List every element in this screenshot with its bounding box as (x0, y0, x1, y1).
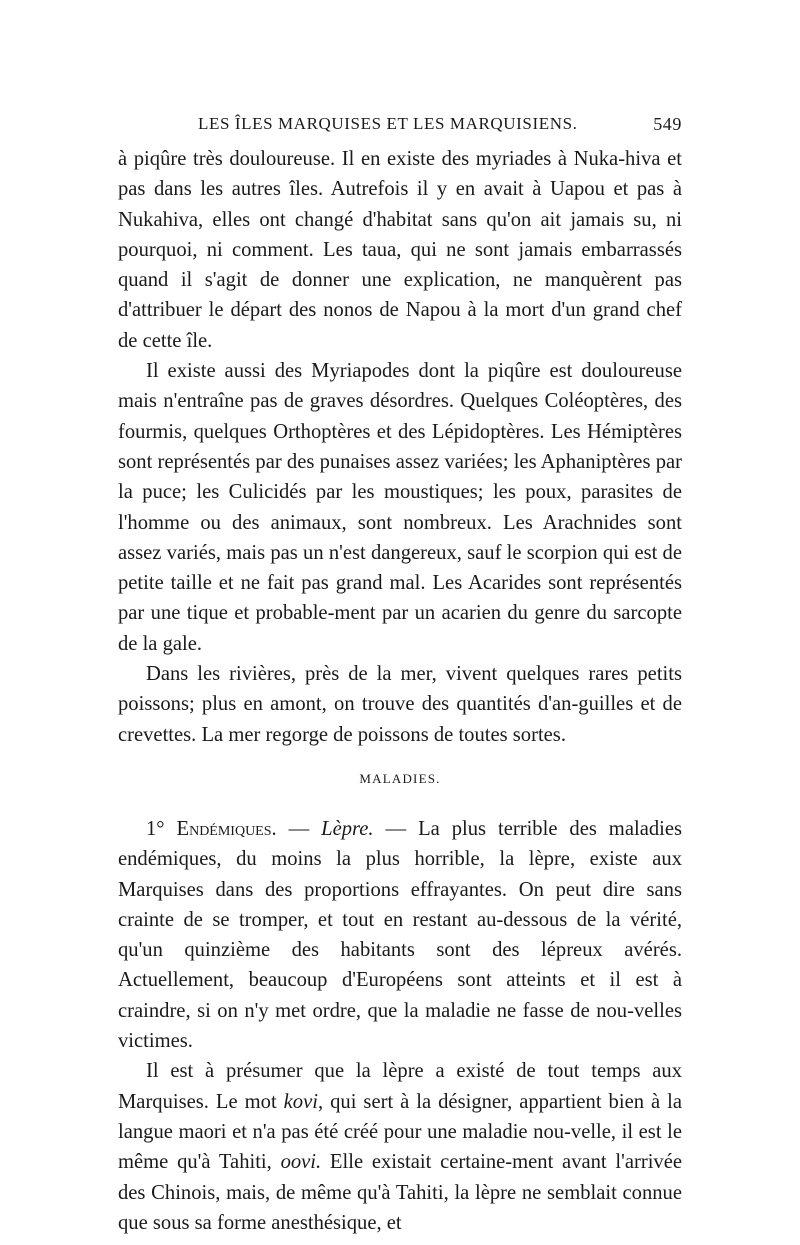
paragraph-4 (118, 814, 682, 1056)
disease-term: Lèpre. (321, 817, 374, 840)
paragraph-3: Dans les rivières, près de la mer, vivent quelques rares petits poissons; plus en amont, on trouve des quantités d'an-guilles et de crevettes. La mer regorge de poissons de toutes sortes. (118, 663, 682, 746)
paragraph-1: à piqûre très douloureuse. Il en existe des myriades à Nuka-hiva et pas dans les autres îles. Autrefois il y en avait à Uapou et pas à Nukahiva, elles ont changé d'habitat sans qu'on ait jamais su, ni pourquoi, ni comment. Les taua, qui ne sont jamais embarrassés quand il s'agit de donner une explication, ne manquèrent pas d'attribuer le départ des nonos de Napou à la mort d'un grand chef de cette île. (118, 148, 682, 352)
section-heading: MALADIES. (359, 770, 441, 786)
book-page (118, 108, 682, 1238)
paragraph-5-part-c: Elle existait certaine-ment avant l'arrivée des Chinois, mais, de même qu'à Tahiti, la lèpre ne semblait connue que sous sa forme anesthésique, et (118, 1151, 682, 1234)
paragraph-5-part-b: , qui sert à la désigner, appartient bien à la langue maori et n'a pas été créé pour une maladie nou-velle, il est le même qu'à Tahiti, (118, 1090, 682, 1174)
word-kovi: kovi (283, 1090, 318, 1113)
list-number: 1° (146, 817, 165, 840)
paragraph-5 (118, 1056, 682, 1238)
paragraph-2: Il existe aussi des Myriapodes dont la piqûre est douloureuse mais n'entraîne pas de graves désordres. Quelques Coléoptères, des fourmis, quelques Orthoptères et des Lépidoptères. Les Hémiptères sont représentés par des punaises assez variées; les Aphaniptères par la puce; les Culicidés par les moustiques; les poux, parasites de l'homme ou des animaux, sont nombreux. Les Arachnides sont assez variés, mais pas un n'est dangereux, sauf le scorpion qui est de petite taille et ne fait pas grand mal. Les Acarides sont représentés par une tique et probable-ment par un acarien du genre du sarcopte de la gale. (118, 360, 682, 655)
paragraph-5-part-a: Il est à présumer que la lèpre a existé de tout temps aux Marquises. Le mot (118, 1060, 682, 1113)
running-head (118, 108, 682, 144)
em-dash: — (276, 817, 322, 840)
running-title: LES ÎLES MARQUISES ET LES MARQUISIENS. (198, 114, 578, 133)
paragraph-4-text: — La plus terrible des maladies endémiques, du moins la plus horrible, la lèpre, existe aux Marquises dans des proportions effrayantes. On peut dire sans crainte de se tromper, et tout en restant au-dessous de la vérité, qu'un quinzième des habitants sont des lépreux avérés. Actuellement, beaucoup d'Européens sont atteints et il est à craindre, si on n'y met ordre, que la maladie ne fasse de nou-velles victimes. (118, 817, 683, 1053)
category-label: Endémiques. (176, 817, 277, 840)
page-number: 549 (653, 114, 682, 134)
word-oovi: oovi. (280, 1151, 322, 1174)
